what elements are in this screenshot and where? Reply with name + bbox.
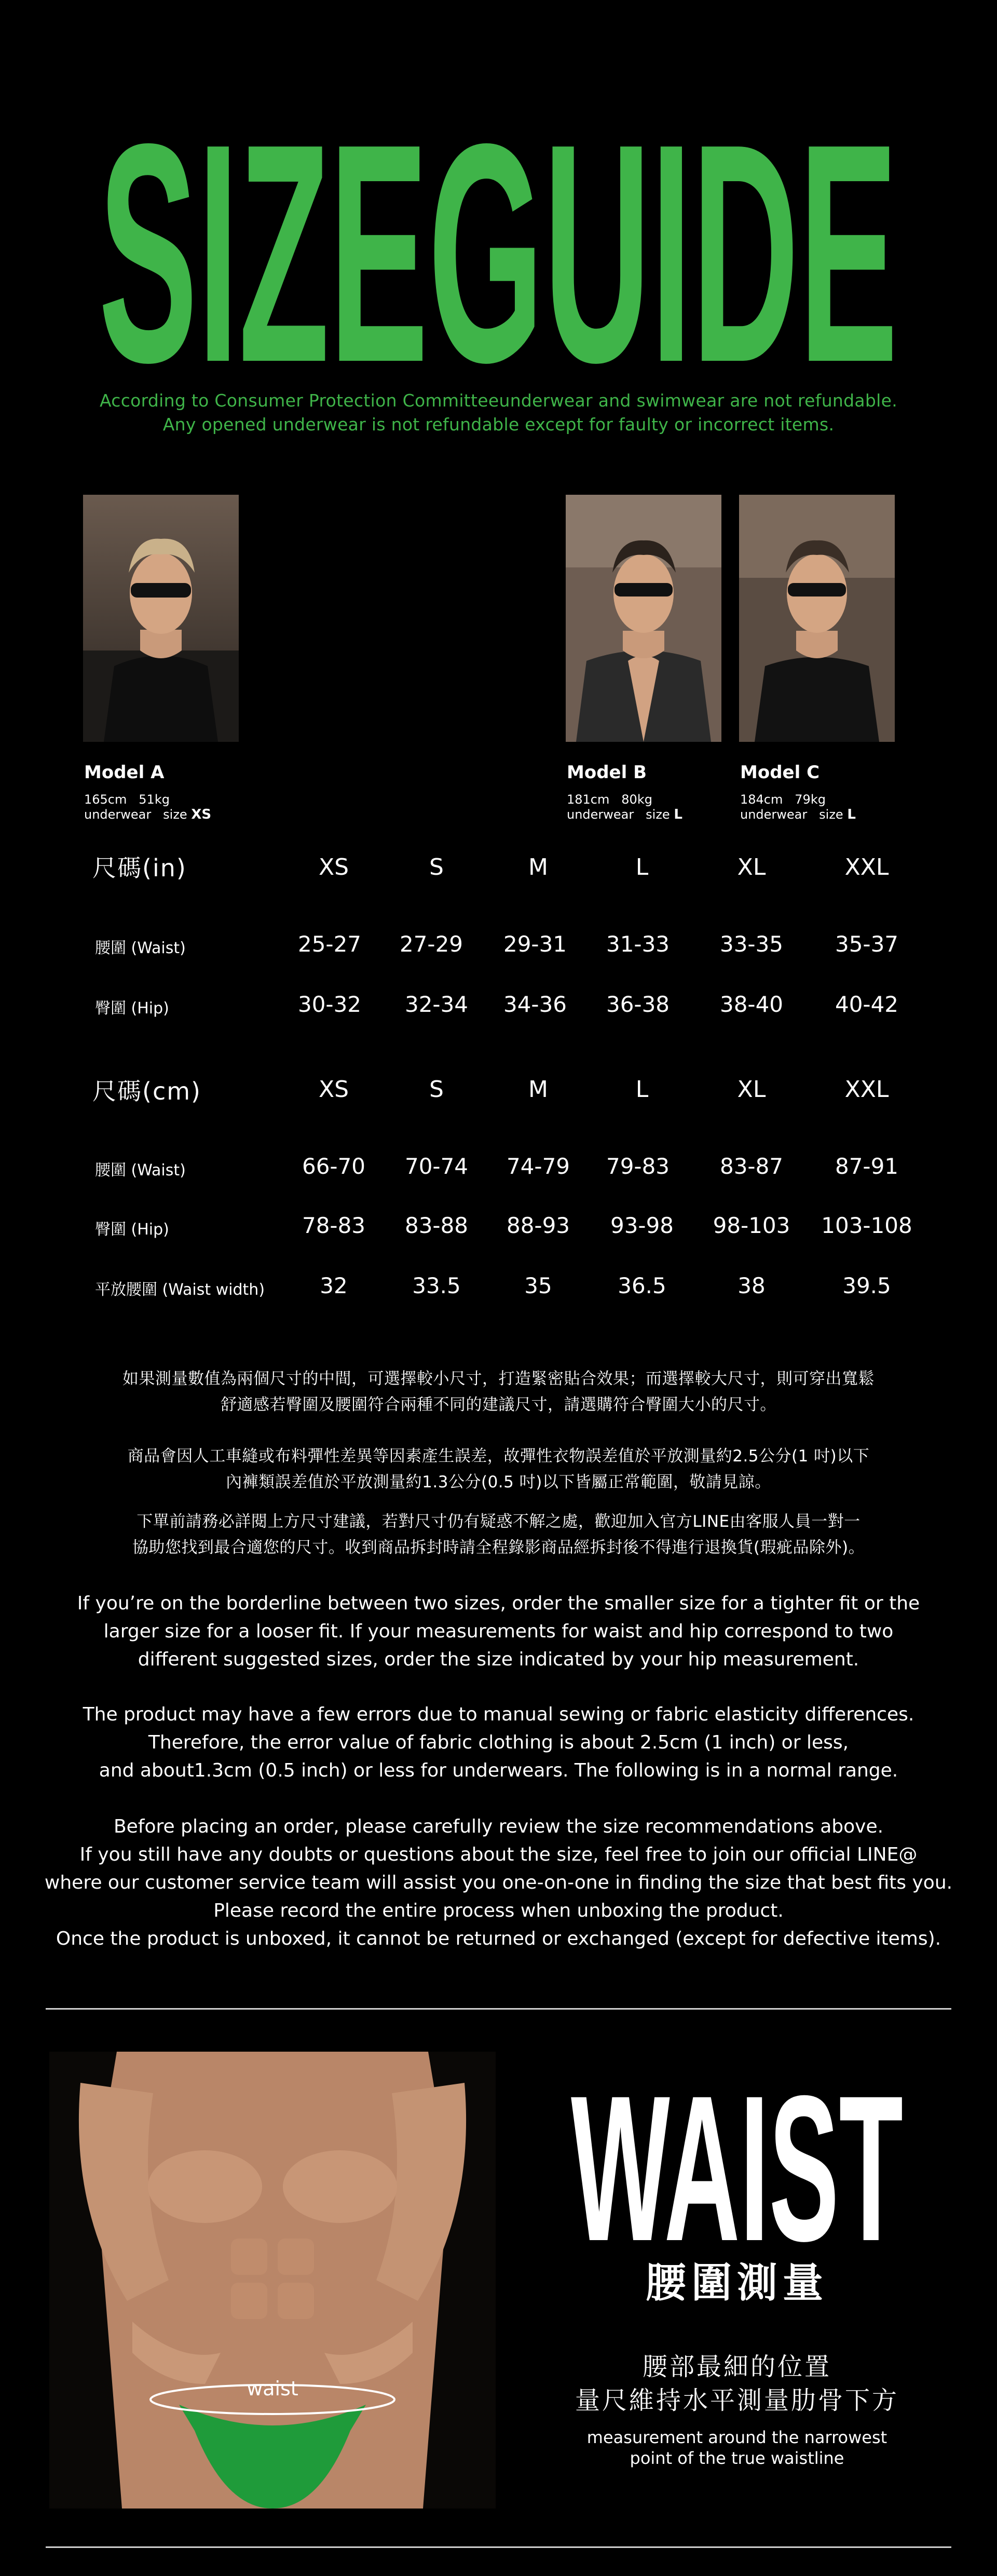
model-b-photo	[566, 495, 721, 742]
model-b-height: 181cm	[567, 792, 610, 807]
section-divider	[46, 2008, 951, 2010]
table-in-header: 尺碼(in)	[92, 854, 187, 882]
table-cell: 29-31	[503, 931, 567, 957]
model-a-underwear-label: underwear	[84, 807, 152, 822]
model-c-stats	[740, 792, 856, 822]
waist-title-zh: 腰圍測量	[645, 2260, 828, 2307]
table-cell: 31-33	[606, 931, 670, 957]
zh-note-fit	[31, 1366, 966, 1418]
en-note-line: Please record the entire process when unboxing the product.	[213, 1900, 784, 1921]
table-cell: 27-29	[399, 931, 463, 957]
table-cm-header: 尺碼(cm)	[92, 1077, 201, 1105]
model-c-underwear-label: underwear	[740, 807, 808, 822]
size-col-m: M	[528, 854, 548, 880]
model-a-weight: 51kg	[139, 792, 170, 807]
size-col-s: S	[429, 1076, 444, 1103]
model-b-size: L	[674, 807, 682, 822]
size-col-l: L	[635, 1076, 649, 1103]
zh-note-line: 下單前請務必詳閱上方尺寸建議，若對尺寸仍有疑惑不解之處，歡迎加入官方LINE由客服人員一對一	[136, 1512, 861, 1531]
size-col-xs: XS	[318, 1076, 349, 1103]
table-cell: 25-27	[297, 931, 362, 957]
page-title-text: SIZEGUIDE	[99, 112, 898, 376]
zh-note-returns	[31, 1509, 966, 1561]
table-cell: 79-83	[606, 1154, 670, 1179]
table-cell: 36.5	[618, 1273, 666, 1298]
model-a-photo	[83, 495, 239, 742]
refund-notice-line-2: Any opened underwear is not refundable except for faulty or incorrect items.	[162, 414, 835, 435]
table-cell: 36-38	[606, 992, 670, 1017]
model-a-height: 165cm	[84, 792, 127, 807]
waist-desc-en-line-2: point of the true waistline	[630, 2448, 844, 2468]
page-title	[0, 112, 997, 376]
waist-desc-zh-line-1: 腰部最細的位置	[642, 2352, 831, 2381]
model-b-weight: 80kg	[621, 792, 652, 807]
section-divider-bottom	[46, 2546, 951, 2548]
en-note-tolerance	[31, 1701, 966, 1785]
model-c-height: 184cm	[740, 792, 783, 807]
model-a-size-label: size	[163, 807, 187, 822]
table-cell: 39.5	[842, 1273, 891, 1298]
table-cell: 30-32	[297, 992, 362, 1017]
table-cell: 103-108	[821, 1213, 912, 1238]
table-cell: 70-74	[404, 1154, 469, 1179]
table-cell: 35	[524, 1273, 552, 1298]
table-cell: 34-36	[503, 992, 567, 1017]
size-col-xxl: XXL	[844, 854, 889, 880]
model-c-name: Model C	[740, 762, 820, 783]
table-row-label: 腰圍 (Waist)	[95, 1161, 186, 1179]
table-cell: 87-91	[835, 1154, 899, 1179]
model-a-name: Model A	[84, 762, 165, 783]
table-cell: 33.5	[412, 1273, 461, 1298]
waist-title	[566, 2074, 908, 2250]
model-b-name: Model B	[567, 762, 647, 783]
table-cell: 83-88	[404, 1213, 469, 1238]
model-a-stats	[84, 792, 211, 822]
zh-note-line: 舒適感若臀圍及腰圍符合兩種不同的建議尺寸，請選購符合臀圍大小的尺寸。	[221, 1395, 776, 1414]
en-note-line: Before placing an order, please carefully review the size recommendations above.	[113, 1816, 884, 1837]
table-row-label: 平放腰圍 (Waist width)	[95, 1281, 265, 1299]
table-cell: 66-70	[302, 1154, 366, 1179]
table-cell: 38	[737, 1273, 766, 1298]
model-c-size-label: size	[819, 807, 843, 822]
zh-note-line: 協助您找到最合適您的尺寸。收到商品拆封時請全程錄影商品經拆封後不得進行退換貨(瑕疵品除外)。	[132, 1538, 865, 1557]
table-cell: 98-103	[713, 1213, 790, 1238]
en-note-line: larger size for a looser fit. If your measurements for waist and hip correspond to two	[103, 1621, 894, 1642]
waist-desc-zh-line-2: 量尺維持水平測量肋骨下方	[575, 2386, 899, 2415]
waist-measurement-photo	[49, 2052, 496, 2509]
size-col-xs: XS	[318, 854, 349, 880]
en-note-fit	[31, 1590, 966, 1674]
en-note-line: If you’re on the borderline between two sizes, order the smaller size for a tighter fit or the	[77, 1593, 920, 1614]
model-b-underwear-label: underwear	[567, 807, 634, 822]
table-row-label: 腰圍 (Waist)	[95, 939, 186, 957]
zh-note-tolerance	[31, 1443, 966, 1495]
size-col-m: M	[528, 1076, 548, 1103]
en-note-line: The product may have a few errors due to manual sewing or fabric elasticity differences.	[83, 1704, 914, 1725]
table-cell: 40-42	[835, 992, 899, 1017]
en-note-returns	[31, 1813, 966, 1953]
table-cell: 32-34	[404, 992, 469, 1017]
table-cell: 33-35	[719, 931, 784, 957]
size-col-s: S	[429, 854, 444, 880]
size-col-l: L	[635, 854, 649, 880]
zh-note-line: 如果測量數值為兩個尺寸的中間，可選擇較小尺寸，打造緊密貼合效果；而選擇較大尺寸，則可穿出寬鬆	[122, 1370, 875, 1388]
model-c-photo	[739, 495, 895, 742]
en-note-line: If you still have any doubts or questions about the size, feel free to join our official LINE@	[79, 1844, 918, 1865]
en-note-line: where our customer service team will assist you one-on-one in finding the size that best fits you.	[44, 1872, 953, 1893]
waist-title-text: WAIST	[571, 2074, 903, 2250]
refund-notice-line-1: According to Consumer Protection Committeeunderwear and swimwear are not refundable.	[99, 390, 898, 411]
table-cell: 35-37	[835, 931, 899, 957]
table-cell: 88-93	[506, 1213, 570, 1238]
model-a-size: XS	[191, 807, 212, 822]
zh-note-line: 商品會因人工車縫或布料彈性差異等因素產生誤差，故彈性衣物誤差值於平放測量約2.5公分(1 吋)以下	[127, 1447, 870, 1466]
zh-note-line: 內褲類誤差值於平放測量約1.3公分(0.5 吋)以下皆屬正常範圍，敬請見諒。	[226, 1473, 771, 1492]
waist-desc-en-line-1: measurement around the narrowest	[586, 2428, 887, 2447]
model-b-size-label: size	[646, 807, 670, 822]
table-cell: 74-79	[506, 1154, 570, 1179]
model-b-stats	[567, 792, 682, 822]
table-row-label: 臀圍 (Hip)	[95, 1221, 169, 1239]
table-cell: 93-98	[610, 1213, 674, 1238]
en-note-line: Once the product is unboxed, it cannot be returned or exchanged (except for defective items).	[56, 1928, 941, 1949]
size-col-xxl: XXL	[844, 1076, 889, 1103]
size-col-xl: XL	[737, 854, 766, 880]
waist-photo-label: waist	[247, 2377, 298, 2400]
table-cell: 32	[320, 1273, 348, 1298]
model-c-weight: 79kg	[795, 792, 826, 807]
model-c-size: L	[847, 807, 856, 822]
en-note-line: different suggested sizes, order the size indicated by your hip measurement.	[138, 1649, 859, 1670]
table-row-label: 臀圍 (Hip)	[95, 999, 169, 1018]
table-cell: 38-40	[719, 992, 784, 1017]
en-note-line: Therefore, the error value of fabric clothing is about 2.5cm (1 inch) or less,	[148, 1732, 849, 1753]
size-col-xl: XL	[737, 1076, 766, 1103]
table-cell: 78-83	[302, 1213, 366, 1238]
en-note-line: and about1.3cm (0.5 inch) or less for underwears. The following is in a normal range.	[99, 1760, 898, 1781]
table-cell: 83-87	[719, 1154, 784, 1179]
